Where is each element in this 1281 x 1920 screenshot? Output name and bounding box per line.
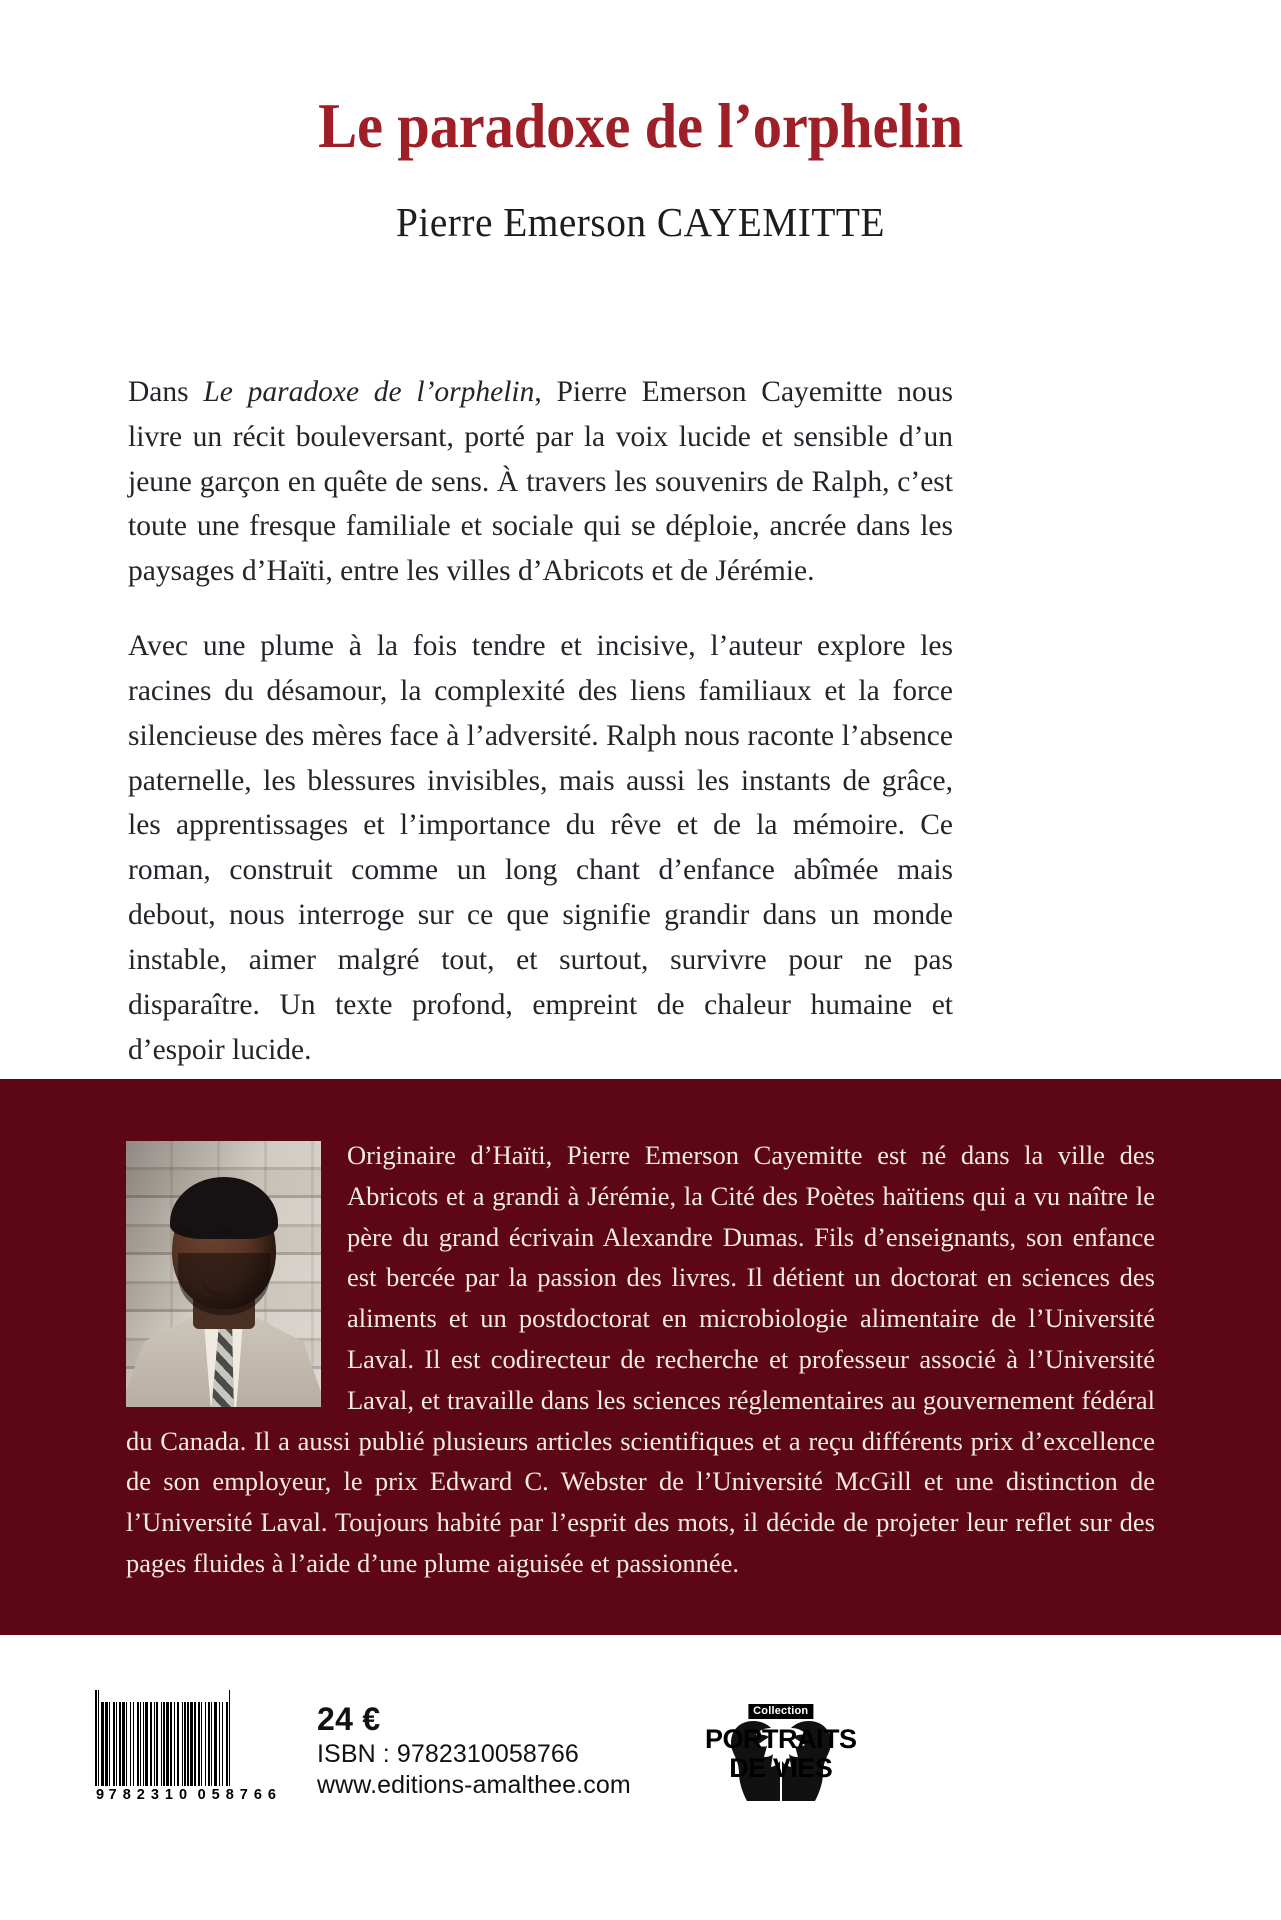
logo-line-de-vies: DE VIES	[729, 1753, 833, 1783]
footer-section	[0, 1635, 1281, 1920]
barcode-digits	[95, 1787, 283, 1803]
author-bio-text: Originaire d’Haïti, Pierre Emerson Cayemitte est né dans la ville des Abricots et a grandi à Jérémie, la Cité des Poètes haïtiens qui a vu naître le père du grand écrivain Alexandre Dumas. Fils d’enseignants, son enfance est bercée par la passion des livres. Il détient un doctorat en sciences des aliments et un postdoctorat en microbiologie alimentaire de l’Université Laval. Il est codirecteur de recherche et professeur associé à l’Université Laval, et travaille dans les sciences réglementaires au gouvernement fédéral du Canada. Il a aussi publié plusieurs articles scientifiques et a reçu différents prix d’excellence de son employeur, le prix Edward C. Webster de l’Université McGill et une distinction de l’Université Laval. Toujours habité par l’esprit des mots, il décide de projeter leur reflet sur des pages fluides à l’aide d’une plume aiguisée et passionnée.	[126, 1140, 1155, 1578]
barcode-block	[95, 1690, 283, 1803]
blurb-paragraph-1	[128, 370, 953, 594]
footer-inner	[95, 1690, 857, 1803]
author-photo	[126, 1141, 321, 1407]
blurb-section	[128, 370, 953, 1072]
publisher-website[interactable]: www.editions-amalthee.com	[317, 1771, 631, 1799]
barcode-digit-group-2: 058766	[197, 1787, 282, 1803]
barcode-icon	[95, 1690, 283, 1786]
barcode-digit-left: 9	[96, 1787, 105, 1803]
photo-eye-left	[178, 1229, 195, 1236]
price-info-block	[317, 1701, 631, 1803]
author-name: Pierre Emerson CAYEMITTE	[396, 199, 885, 245]
author-bio-band	[0, 1079, 1281, 1635]
barcode-digit-group-1: 782310	[108, 1787, 194, 1803]
logo-line-portraits: PORTRAITS	[704, 1724, 857, 1754]
isbn-label: ISBN : 9782310058766	[317, 1740, 579, 1768]
page-title: Le paradoxe de l’orphelin	[318, 91, 963, 161]
price-label: 24 €	[317, 1701, 381, 1738]
collection-logo	[704, 1697, 857, 1801]
blurb-paragraph-2: Avec une plume à la fois tendre et incisive, l’auteur explore les racines du désamour, la complexité des liens familiaux et la force silencieuse des mères face à l’adversité. Ralph nous raconte l’absence paternelle, les blessures invisibles, mais aussi les instants de grâce, les apprentissages et l’importance du rêve et de la mémoire. Ce roman, construit comme un long chant d’enfance abîmée mais debout, nous interroge sur ce que signifie grandir dans un monde instable, aimer malgré tout, et surtout, survivre pour ne pas disparaître. Un texte profond, empreint de chaleur humaine et d’espoir lucide.	[128, 630, 953, 1066]
logo-collection-kicker: Collection	[748, 1704, 813, 1719]
blurb-lead: Dans	[128, 376, 204, 408]
photo-eye-right	[218, 1229, 235, 1236]
blurb-rest: , Pierre Emerson Cayemitte nous livre un récit bouleversant, porté par la voix lucide et sensible d’un jeune garçon en quête de sens. À travers les souvenirs de Ralph, c’est toute une fresque familiale et sociale qui se déploie, ancrée dans les paysages d’Haïti, entre les villes d’Abricots et de Jérémie.	[128, 376, 953, 588]
blurb-title-italic: Le paradoxe de l’orphelin	[203, 376, 535, 408]
